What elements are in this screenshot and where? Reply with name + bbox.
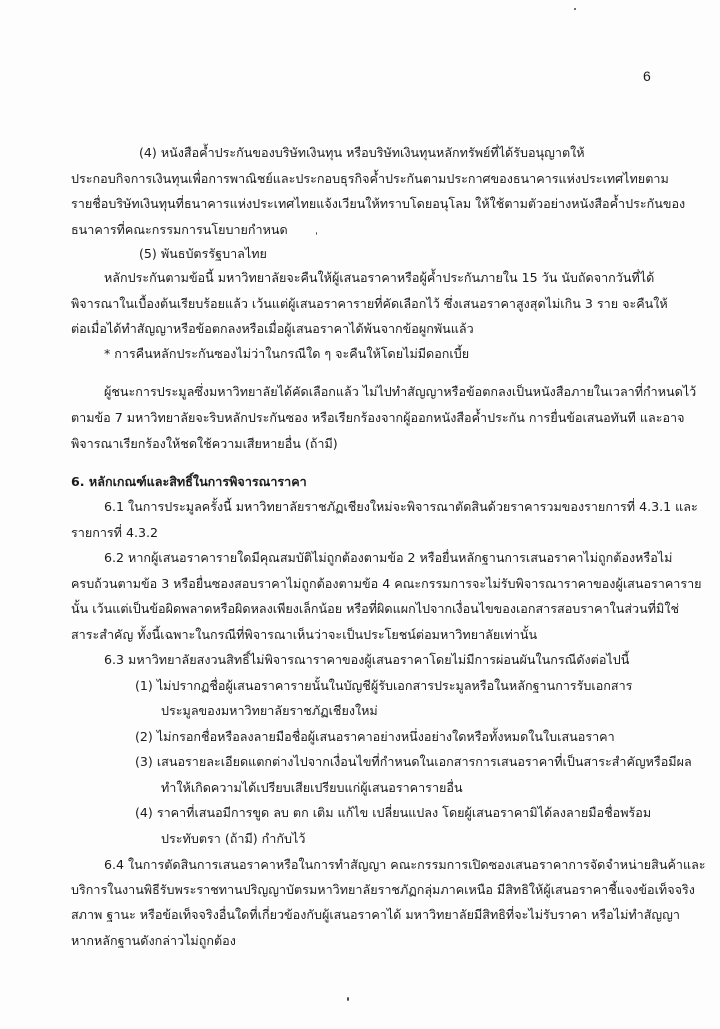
page-number: 6 bbox=[643, 68, 651, 84]
text-line: สาระสำคัญ ทั้งนี้เฉพาะในกรณีที่พิจารณาเห็นว่าจะเป็นประโยชน์ต่อมหาวิทยาลัยเท่านั้น bbox=[71, 627, 538, 642]
text-line: หลักประกันตามข้อนี้ มหาวิทยาลัยจะคืนให้ผู้เสนอราคาหรือผู้ค้ำประกันภายใน 15 วัน นับถัดจากวันที่ได้ bbox=[104, 270, 655, 285]
section-heading: 6. หลักเกณฑ์และสิทธิ์ในการพิจารณาราคา bbox=[71, 474, 307, 489]
text-line: ทำให้เกิดความได้เปรียบเสียเปรียบแก่ผู้เสนอราคารายอื่น bbox=[161, 780, 463, 795]
text-line: ประมูลของมหาวิทยาลัยราชภัฏเชียงใหม่ bbox=[161, 703, 378, 718]
text-line: (5) พันธบัตรรัฐบาลไทย bbox=[139, 246, 267, 261]
text-line: ประกอบกิจการเงินทุนเพื่อการพาณิชย์และประกอบธุรกิจค้ำประกันตามประกาศของธนาคารแห่งประเทศไทยตาม bbox=[71, 171, 669, 186]
text-line: พิจารณาในเบื้องต้นเรียบร้อยแล้ว เว้นแต่ผู้เสนอราคารายที่คัดเลือกไว้ ซึ่งเสนอราคาสูงสุดไม่เกิน 3 ราย จะคืนให้ bbox=[71, 296, 668, 311]
text-line: รายชื่อบริษัทเงินทุนที่ธนาคารแห่งประเทศไทยแจ้งเวียนให้ทราบโดยอนุโลม ให้ใช้ตามตัวอย่างหนังสือค้ำประกันของ bbox=[71, 196, 686, 211]
text-line: ผู้ชนะการประมูลซึ่งมหาวิทยาลัยได้คัดเลือกแล้ว ไม่ไปทำสัญญาหรือข้อตกลงเป็นหนังสือภายในเวลาที่กำหนดไว้ bbox=[104, 384, 697, 399]
scan-speck bbox=[316, 232, 317, 235]
text-line: ประทับตรา (ถ้ามี) กำกับไว้ bbox=[161, 831, 306, 846]
text-line: รายการที่ 4.3.2 bbox=[71, 525, 159, 540]
text-line: สภาพ ฐานะ หรือข้อเท็จจริงอื่นใดที่เกี่ยวข้องกับผู้เสนอราคาได้ มหาวิทยาลัยมีสิทธิที่จะไม่รับราคา หรือไม่ทำสัญญา bbox=[71, 907, 680, 922]
text-line: ตามข้อ 7 มหาวิทยาลัยจะริบหลักประกันซอง หรือเรียกร้องจากผู้ออกหนังสือค้ำประกัน การยื่นข้อเสนอทันที และอาจ bbox=[71, 410, 685, 425]
text-line: ครบถ้วนตามข้อ 3 หรือยื่นซองสอบราคาไม่ถูกต้องตามข้อ 4 คณะกรรมการจะไม่รับพิจารณาราคาของผู้เสนอราคาราย bbox=[71, 576, 702, 591]
text-line: บริการในงานพิธีรับพระราชทานปริญญาบัตรมหาวิทยาลัยราชภัฏกลุ่มภาคเหนือ มีสิทธิให้ผู้เสนอราคาชี้แจงข้อเท็จจริง bbox=[71, 882, 695, 897]
text-line: 6.2 หากผู้เสนอราคารายใดมีคุณสมบัติไม่ถูกต้องตามข้อ 2 หรือยื่นหลักฐานการเสนอราคาไม่ถูกต้องหรือไม่ bbox=[104, 550, 673, 565]
text-line: 6.4 ในการตัดสินการเสนอราคาหรือในการทำสัญญา คณะกรรมการเปิดซองเสนอราคาการจัดจำหน่ายสินค้าและ bbox=[104, 857, 706, 872]
text-line: * การคืนหลักประกันซองไม่ว่าในกรณีใด ๆ จะคืนให้โดยไม่มีดอกเบี้ย bbox=[104, 346, 470, 361]
list-item: (4) ราคาที่เสนอมีการขูด ลบ ตก เติม แก้ไข เปลี่ยนแปลง โดยผู้เสนอราคามิได้ลงลายมือชื่อพร้อม bbox=[135, 805, 652, 820]
text-line: 6.3 มหาวิทยาลัยสงวนสิทธิ์ไม่พิจารณาราคาของผู้เสนอราคาโดยไม่มีการผ่อนผันในกรณีดังต่อไปนี้ bbox=[104, 652, 630, 667]
list-item: (3) เสนอรายละเอียดแตกต่างไปจากเงื่อนไขที่กำหนดในเอกสารการเสนอราคาที่เป็นสาระสำคัญหรือมีผล bbox=[135, 754, 692, 769]
scan-speck bbox=[574, 8, 576, 10]
text-line: (4) หนังสือค้ำประกันของบริษัทเงินทุน หรือบริษัทเงินทุนหลักทรัพย์ที่ได้รับอนุญาตให้ bbox=[139, 145, 585, 160]
text-line: หากหลักฐานดังกล่าวไม่ถูกต้อง bbox=[71, 933, 236, 948]
list-item: (2) ไม่กรอกชื่อหรือลงลายมือชื่อผู้เสนอราคาอย่างหนึ่งอย่างใดหรือทั้งหมดในใบเสนอราคา bbox=[135, 729, 615, 744]
text-line: นั้น เว้นแต่เป็นข้อผิดพลาดหรือผิดหลงเพียงเล็กน้อย หรือที่ผิดแผกไปจากเงื่อนไขของเอกสารสอบราคาในส่วนที่มิใช่ bbox=[71, 601, 680, 616]
scan-speck bbox=[347, 997, 349, 1001]
text-line: พิจารณาเรียกร้องให้ชดใช้ความเสียหายอื่น (ถ้ามี) bbox=[71, 436, 338, 451]
list-item: (1) ไม่ปรากฏชื่อผู้เสนอราคารายนั้นในบัญชีผู้รับเอกสารประมูลหรือในหลักฐานการรับเอกสาร bbox=[135, 678, 633, 693]
text-line: 6.1 ในการประมูลครั้งนี้ มหาวิทยาลัยราชภัฏเชียงใหม่จะพิจารณาตัดสินด้วยราคารวมของรายการที่ 4.3.1 และ bbox=[104, 499, 698, 514]
text-line: ธนาคารที่คณะกรรมการนโยบายกำหนด bbox=[71, 222, 288, 237]
text-line: ต่อเมื่อได้ทำสัญญาหรือข้อตกลงหรือเมื่อผู้เสนอราคาได้พ้นจากข้อผูกพันแล้ว bbox=[71, 321, 474, 336]
